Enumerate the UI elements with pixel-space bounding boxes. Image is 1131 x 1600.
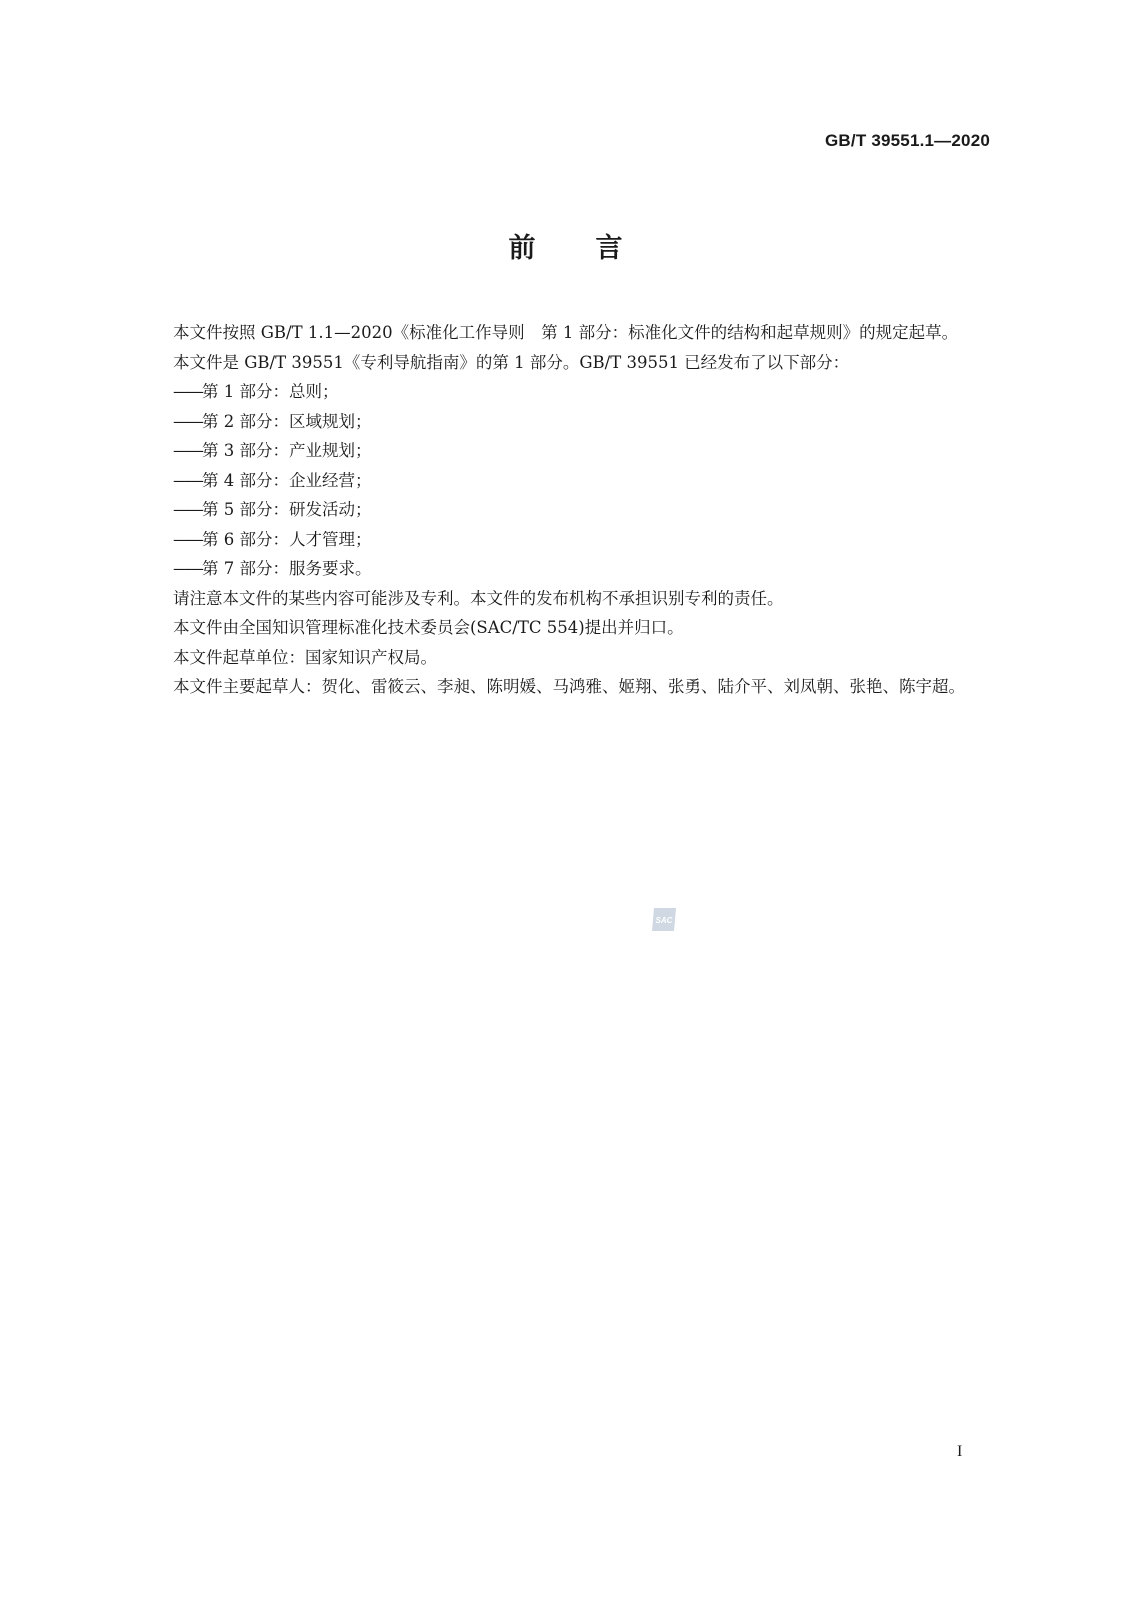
proposer-paragraph: 本文件由全国知识管理标准化技术委员会(SAC/TC 554)提出并归口。 [173,618,684,637]
part-label: 第 6 部分：人才管理； [202,529,372,549]
page-title: 前言 [508,233,683,264]
document-body [134,318,992,702]
part-list-item [134,495,992,525]
part-label: 第 7 部分：服务要求。 [202,559,372,578]
part-label: 第 2 部分：区域规划； [202,411,372,431]
list-dash: —— [173,529,202,549]
part-label: 第 5 部分：研发活动； [202,500,372,519]
part-list-item [134,407,992,437]
standard-number: GB/T 39551.1—2020 [825,131,990,150]
part-label: 第 1 部分：总则； [202,382,339,401]
watermark-text: SAC [655,916,673,925]
part-list-item [134,554,992,584]
list-dash: —— [173,500,202,519]
list-dash: —— [173,382,202,401]
list-dash: —— [173,441,202,460]
list-dash: —— [173,411,202,431]
series-paragraph: 本文件是 GB/T 39551《专利导航指南》的第 1 部分。GB/T 39551 已经发布了以下部分： [173,352,850,372]
drafting-unit-paragraph: 本文件起草单位：国家知识产权局。 [173,647,437,667]
patent-notice-paragraph: 请注意本文件的某些内容可能涉及专利。本文件的发布机构不承担识别专利的责任。 [173,588,784,608]
part-list-item [134,525,992,555]
part-list-item [134,436,992,466]
part-label: 第 3 部分：产业规划； [202,441,372,460]
list-dash: —— [173,559,202,578]
part-list-item [134,466,992,496]
intro-paragraph: 本文件按照 GB/T 1.1—2020《标准化工作导则 第 1 部分：标准化文件的结构和起草规则》的规定起草。 [173,323,959,342]
part-label: 第 4 部分：企业经营； [202,470,372,490]
part-list-item [134,377,992,407]
list-dash: —— [173,470,202,490]
page-number: I [957,1443,963,1460]
sac-watermark-logo [650,906,678,933]
drafters-paragraph: 本文件主要起草人：贺化、雷筱云、李昶、陈明媛、马鸿雅、姬翔、张勇、陆介平、刘凤朝、张艳、陈宇超。 [173,677,965,696]
